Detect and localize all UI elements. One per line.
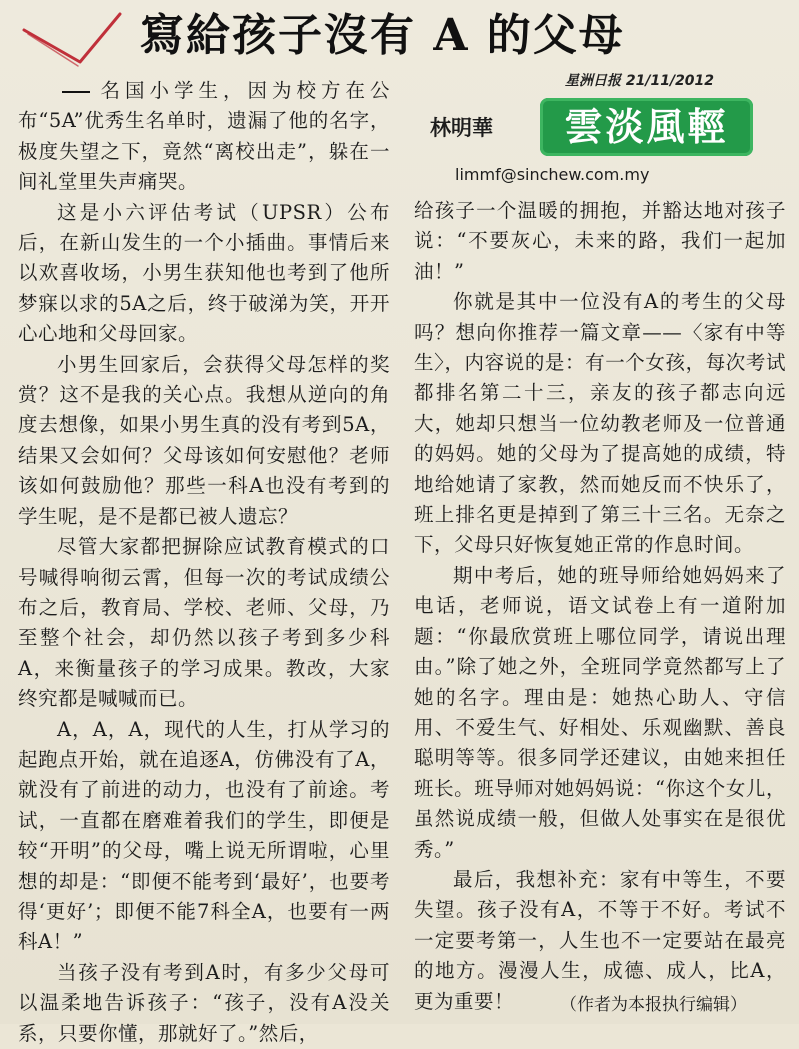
body-paragraph: 期中考后，她的班导师给她妈妈来了电话，老师说，语文试卷上有一道附加题：“你最欣赏班上哪位同学，请说出理由。”除了她之外，全班同学竟然都写上了她的名字。理由是：她热心助人、守信用、不爱生气、好相处、乐观幽默、善良聪明等等。很多同学还建议，由她来担任班长。班导师对她妈妈说：“你这个女儿，虽然说成绩一般，但做人处事实在是很优秀。” [414,563,786,861]
lead-text: 名国小学生，因为校方在公布“5A”优秀生名单时，遗漏了他的名字，极度失望之下，竟然“离校出走”，躲在一间礼堂里失声痛哭。 [18,79,390,194]
source-line: 星洲日报 21/11/2012 [565,73,715,89]
lead-dash [62,91,90,93]
author-email: limmf@sinchew.com.my [455,165,650,184]
lead-paragraph [18,76,390,198]
body-paragraph: A，A，A，现代的人生，打从学习的起跑点开始，就在追逐A，仿佛没有了A，就没有了前进的动力，也没有了前途。考试，一直都在磨难着我们的学生，即便是较“开明”的父母，嘴上说无所谓啦，心里想的却是：“即便不能考到‘最好’，也要考得‘更好’；即便不能7科全A，也要有一两科A！” [18,717,390,954]
headline: 寫給孩子沒有 A 的父母 [140,10,625,61]
check-mark-icon [20,10,140,80]
continued-paragraph: 给孩子一个温暖的拥抱，并豁达地对孩子说：“不要灰心，未来的路，我们一起加油！” [414,199,786,283]
right-column [414,196,786,1017]
body-paragraph: 你就是其中一位没有A的考生的父母吗？想向你推荐一篇文章——〈家有中等生〉，内容说的是：有一个女孩，每次考试都排名第二十三，亲友的孩子都志向远大，她却只想当一位幼教老师及一位普通的妈妈。她的父母为了提高她的成绩，特地给她请了家教，然而她反而不快乐了，班上排名更是掉到了第三十三名。无奈之下，父母只好恢复她正常的作息时间。 [414,290,786,557]
left-column [18,76,390,1049]
author-name: 林明華 [430,115,493,140]
body-paragraph: 当孩子没有考到A时，有多少父母可以温柔地告诉孩子：“孩子，没有A没关系，只要你懂，那就好了。”然后， [18,960,390,1045]
column-name-badge: 雲淡風輕 [540,98,753,156]
body-paragraph: 尽管大家都把摒除应试教育模式的口号喊得响彻云霄，但每一次的考试成绩公布之后，教育局、学校、老师、父母，乃至整个社会，却仍然以孩子考到多少科A，来衡量孩子的学习成果。教改，大家终究都是喊喊而已。 [18,535,390,711]
author-footnote: （作者为本报执行编辑） [560,995,747,1015]
body-paragraph: 小男生回家后，会获得父母怎样的奖赏？这不是我的关心点。我想从逆向的角度去想像，如果小男生真的没有考到5A，结果又会如何？父母该如何安慰他？老师该如何鼓励他？那些一科A也没有考到的学生呢，是不是都已被人遗忘？ [18,352,390,528]
body-paragraph: 最后，我想补充：家有中等生，不要失望。孩子没有A，不等于不好。考试不一定要考第一，人生也不一定要站在最亮的地方。漫漫人生，成德、成人，比A，更为重要！ [414,867,786,1013]
body-paragraph: 这是小六评估考试（UPSR）公布后，在新山发生的一个小插曲。事情后来以欢喜收场，小男生获知他也考到了他所梦寐以求的5A之后，终于破涕为笑，开开心心地和父母回家。 [18,200,390,346]
